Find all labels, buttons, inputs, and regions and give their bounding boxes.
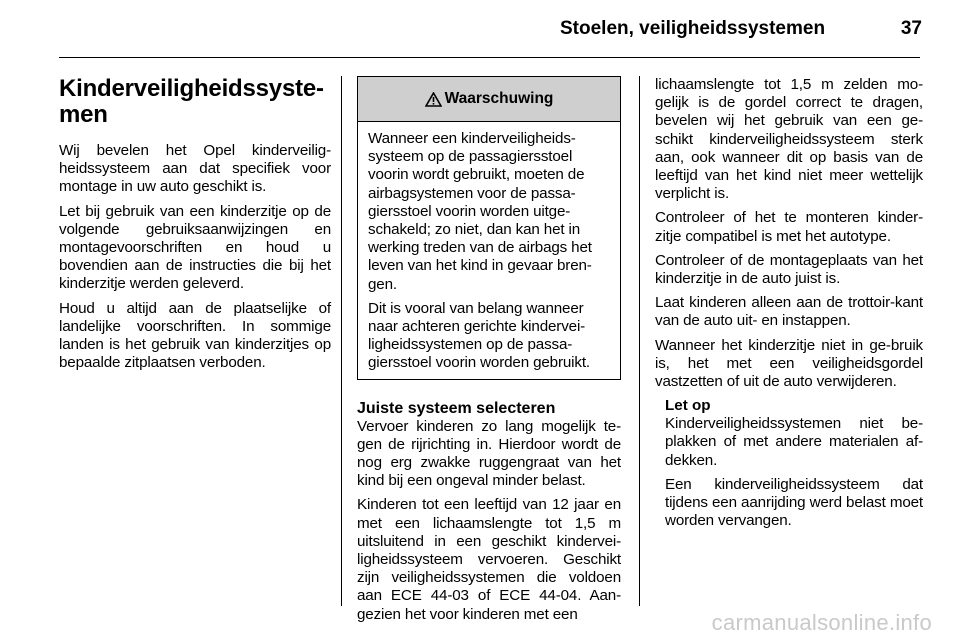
header-rule: [59, 57, 920, 58]
watermark: carmanualsonline.info: [711, 610, 932, 635]
paragraph: Let bij gebruik van een kinderzitje op de volgende gebruiksaanwijzingen en montagevoorschriften en houd u bovendien aan de instructies die bij het kinderzitje werden geleverd.: [59, 202, 331, 293]
column-divider-2: [639, 76, 640, 606]
warning-box: [357, 76, 621, 380]
page-number: 37: [900, 18, 922, 39]
paragraph: Controleer of het te monteren kinder-zitje compatibel is met het autotype.: [655, 209, 923, 245]
paragraph: Kinderen tot een leeftijd van 12 jaar en met een lichaamslengte tot 1,5 m uitsluitend in een geschikt kindervei-ligheidssysteem vervoeren. Geschikt zijn veiligheidssystemen die voldoen aan ECE 44-03 of ECE 44-04. Aan-gezien het voor kinderen met een: [357, 496, 621, 623]
paragraph: Houd u altijd aan de plaatselijke of landelijke voorschriften. In sommige landen is het gebruik van kinderzitjes op bepaalde zitplaatsen verboden.: [59, 299, 331, 372]
warning-title: Waarschuwing: [444, 90, 554, 107]
paragraph: Wanneer het kinderzitje niet in ge-bruik is, het met een veiligheidsgordel vastzetten of uit de auto verwijderen.: [655, 336, 923, 391]
paragraph: Wij bevelen het Opel kinderveilig-heidssysteem aan dat specifiek voor montage in uw auto geschikt is.: [59, 142, 331, 196]
paragraph: Controleer of de montageplaats van het kinderzitje in de auto juist is.: [655, 251, 923, 288]
running-header-title: Stoelen, veiligheidssystemen: [560, 18, 826, 39]
warning-paragraph: Dit is vooral van belang wanneer naar achteren gerichte kindervei-ligheidssystemen op de passa-giersstoel voorin worden gebruikt.: [368, 299, 590, 372]
section-heading: Kinderveiligheidssyste- men: [59, 75, 324, 128]
column-1: [59, 76, 331, 378]
paragraph: Laat kinderen alleen aan de trottoir-kant van de auto uit- en instappen.: [655, 294, 923, 330]
note-title: Let op: [665, 397, 711, 415]
warning-paragraph: Wanneer een kinderveiligheids-systeem op de passagiersstoel voorin wordt gebruikt, moeten de airbagsystemen voor de passa-giersstoel voorin worden uitge-schakeld; zo niet, dan kan het in werking treden van de airbags het leven van het kind in gevaar bren-gen.: [368, 130, 592, 293]
note-box: [665, 397, 923, 530]
paragraph: Vervoer kinderen zo lang mogelijk te-gen de rijrichting in. Hierdoor wordt de nog erg zwakke ruggengraat van het kind bij een ongeval minder belast.: [357, 417, 621, 490]
note-paragraph: Een kinderveiligheidssysteem dat tijdens een aanrijding werd belast moet worden vervangen.: [665, 475, 923, 530]
column-2: [357, 76, 621, 630]
note-paragraph: Kinderveiligheidssystemen niet be-plakken of met andere materialen af-dekken.: [665, 415, 923, 469]
subsection-heading: Juiste systeem selecteren: [357, 399, 556, 417]
column-3: [655, 76, 923, 536]
warning-triangle-icon: [425, 92, 442, 107]
column-divider-1: [341, 76, 342, 606]
warning-header: [358, 77, 620, 122]
paragraph: lichaamslengte tot 1,5 m zelden mo-gelijk is de gordel correct te dragen, bevelen wij het gebruik van een ge-schikt kinderveiligheidssysteem sterk aan, ook wanneer dit op basis van de leeftijd van het kind niet meer wettelijk verplicht is.: [655, 76, 923, 203]
warning-body: [358, 122, 620, 379]
